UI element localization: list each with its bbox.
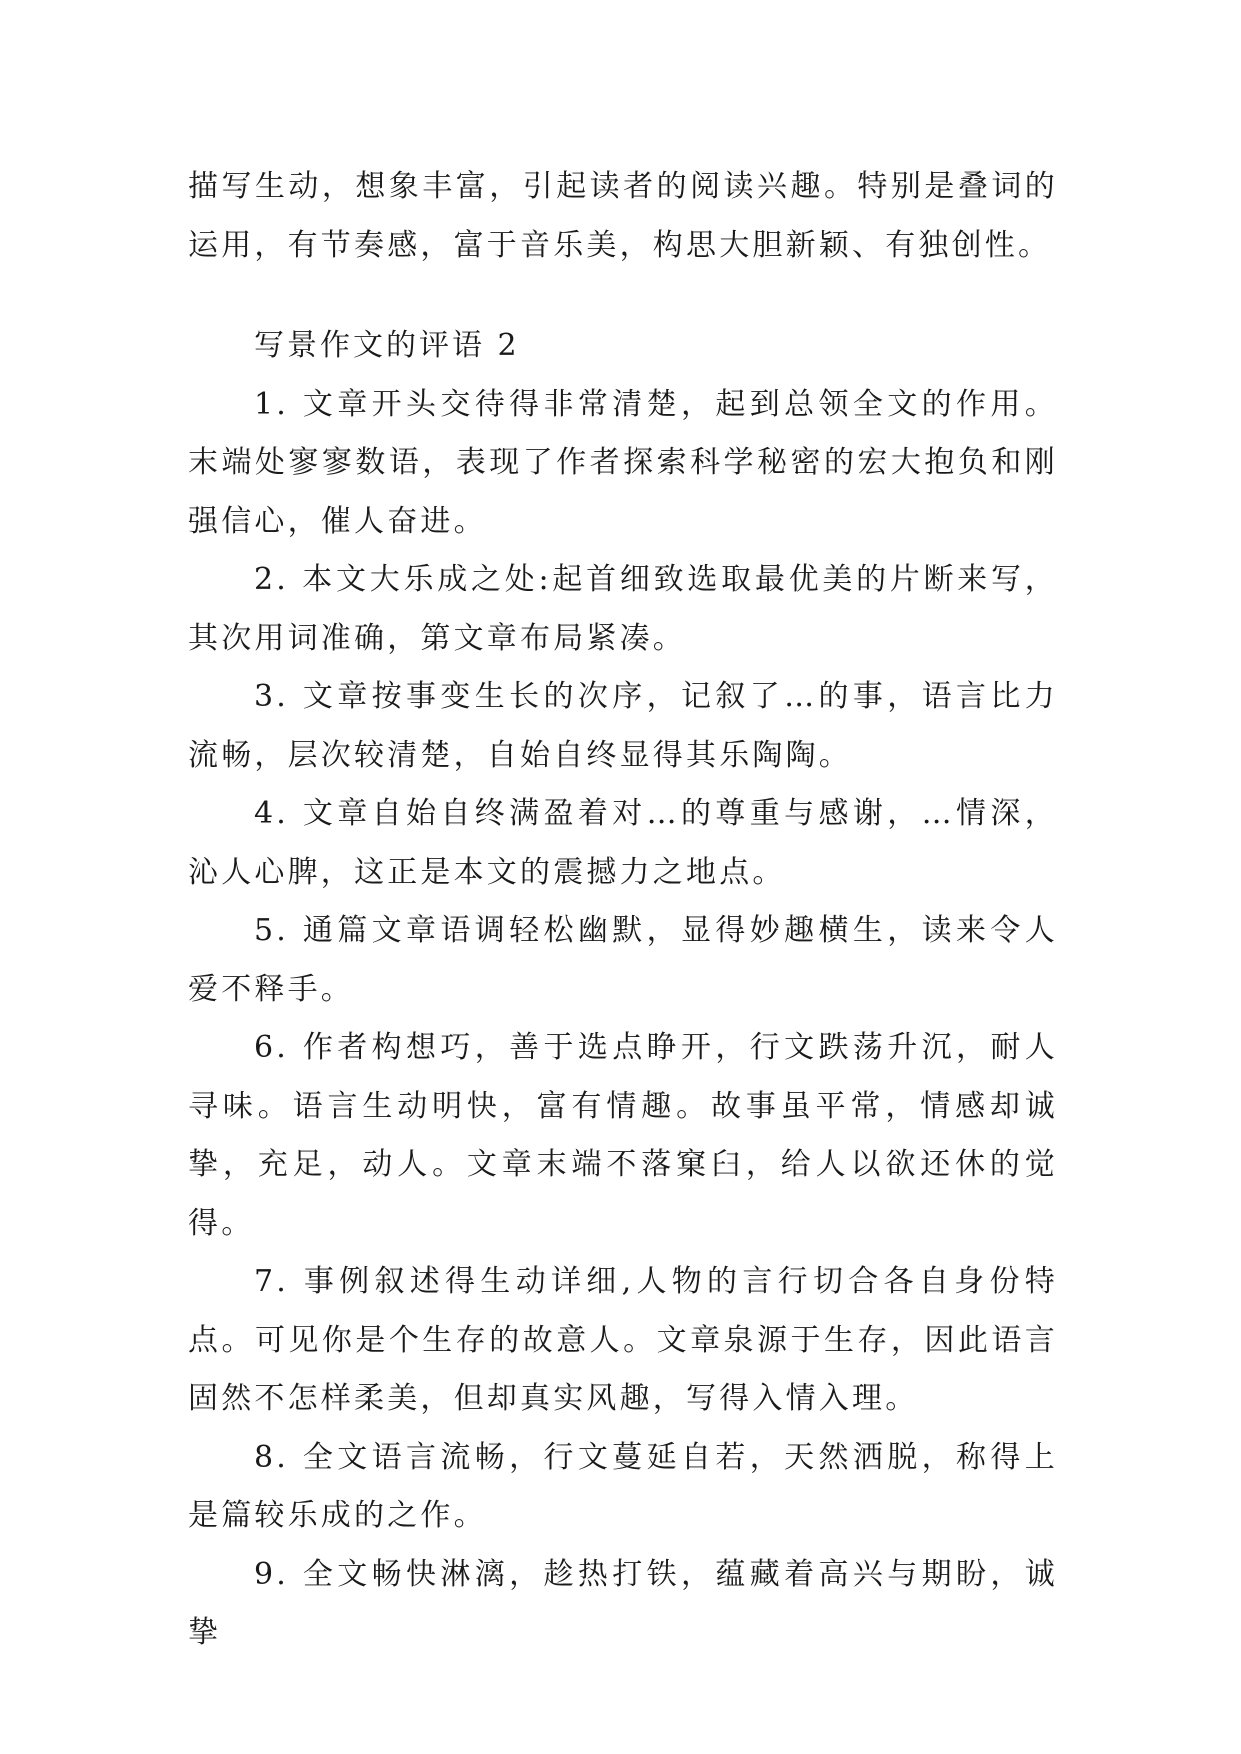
comment-item-4: 4. 文章自始自终满盈着对…的尊重与感谢，…情深，沁人心脾，这正是本文的震撼力之地点。 xyxy=(188,796,1058,890)
comment-item-3: 3. 文章按事变生长的次序，记叙了…的事，语言比力流畅，层次较清楚，自始自终显得其乐陶陶。 xyxy=(188,679,1058,773)
comment-item-2: 2. 本文大乐成之处:起首细致选取最优美的片断来写，其次用词准确，第文章布局紧凑。 xyxy=(188,562,1058,656)
comment-item-9: 9. 全文畅快淋漓，趁热打铁，蕴藏着高兴与期盼，诚挚 xyxy=(188,1556,1058,1650)
comment-item-7: 7. 事例叙述得生动详细,人物的言行切合各自身份特点。可见你是个生存的故意人。文章泉源于生存，因此语言固然不怎样柔美，但却真实风趣，写得入情入理。 xyxy=(188,1264,1058,1416)
intro-paragraph: 描写生动，想象丰富，引起读者的阅读兴趣。特别是叠词的运用，有节奏感，富于音乐美，构思大胆新颖、有独创性。 xyxy=(188,169,1058,263)
document-body xyxy=(188,158,1058,1663)
comment-item-8: 8. 全文语言流畅，行文蔓延自若，天然洒脱，称得上是篇较乐成的之作。 xyxy=(188,1439,1058,1533)
comment-item-1: 1. 文章开头交待得非常清楚，起到总领全文的作用。末端处寥寥数语，表现了作者探索科学秘密的宏大抱负和刚强信心，催人奋进。 xyxy=(188,386,1058,539)
comment-item-6: 6. 作者构想巧，善于选点睁开，行文跌荡升沉，耐人寻味。语言生动明快，富有情趣。故事虽平常，情感却诚挚，充足，动人。文章末端不落窠臼，给人以欲还休的觉得。 xyxy=(188,1030,1058,1241)
section-title: 写景作文的评语 2 xyxy=(254,328,520,363)
comment-item-5: 5. 通篇文章语调轻松幽默，显得妙趣横生，读来令人爱不释手。 xyxy=(188,913,1058,1007)
